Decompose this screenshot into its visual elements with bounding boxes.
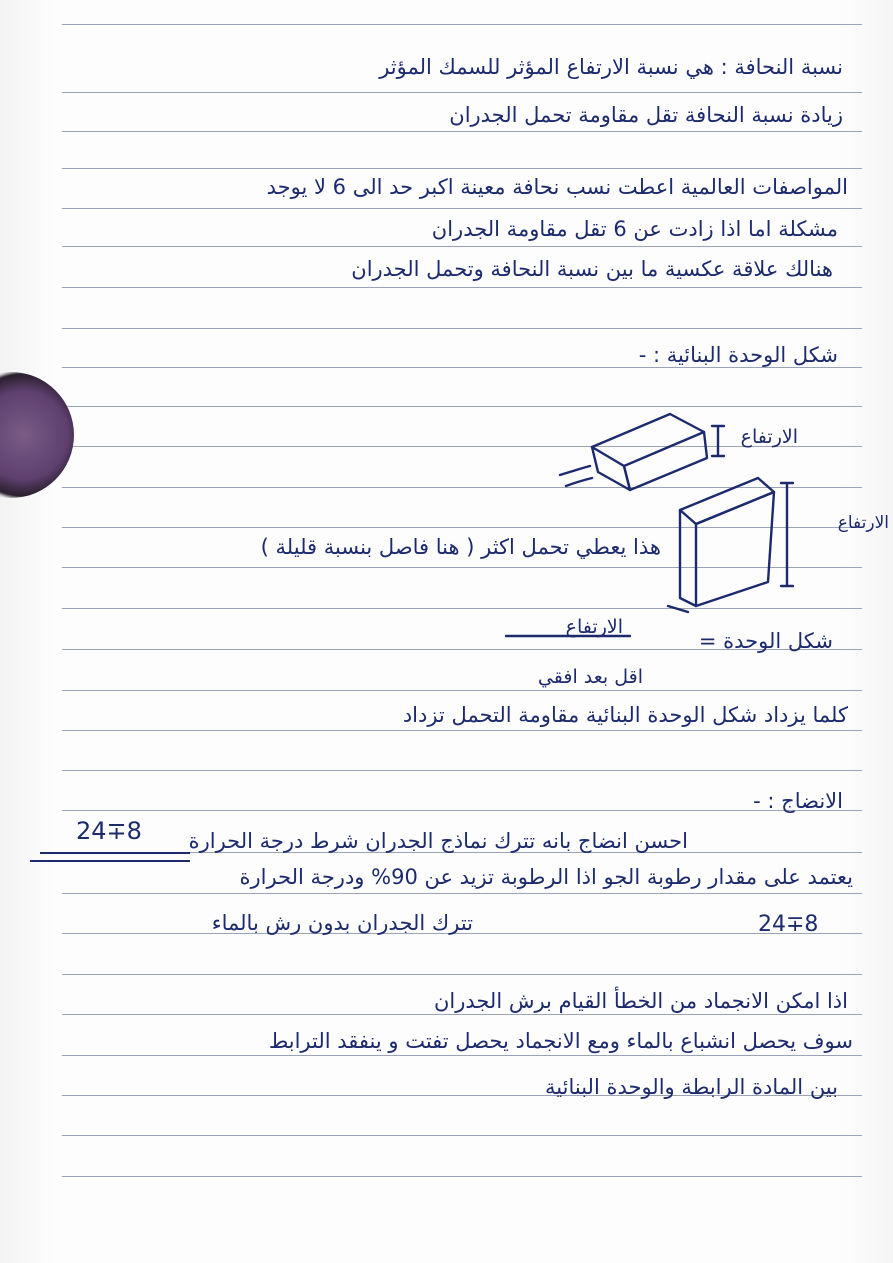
unit-shape-conclusion: كلما يزداد شكل الوحدة البنائية مقاومة التحمل تزداد xyxy=(402,703,848,727)
slenderness-effect: زيادة نسبة النحافة تقل مقاومة تحمل الجدران xyxy=(449,103,843,127)
temperature-range-underline xyxy=(40,852,190,854)
tall-height-marker xyxy=(781,483,793,586)
tall-brick-top xyxy=(680,478,774,524)
freezing-effect-line: سوف يحصل انشباع بالماء ومع الانجماد يحصل تفتت و ينفقد الترابط xyxy=(268,1029,853,1053)
humidity-line: يعتمد على مقدار رطوبة الجو اذا الرطوبة تزيد عن 90% ودرجة الحرارة xyxy=(239,865,853,889)
tall-brick-note: هذا يعطي تحمل اكثر ( هنا فاصل بنسبة قليلة ) xyxy=(260,535,661,559)
fraction-denominator: اقل بعد افقي xyxy=(537,666,643,688)
small-height-marker xyxy=(712,426,724,456)
tall-brick-side xyxy=(696,492,774,606)
small-brick-height-label: الارتفاع xyxy=(740,426,798,448)
tall-base-mark xyxy=(668,606,688,612)
freezing-warning-line: اذا امكن الانجماد من الخطأ القيام برش الجدران xyxy=(433,989,848,1013)
tall-brick-front xyxy=(680,510,696,606)
unit-shape-formula-lhs: شكل الوحدة = xyxy=(698,629,833,653)
tall-brick-height-label: الارتفاع xyxy=(837,513,889,533)
standards-line-2: مشكلة اما اذا زادت عن 6 تقل مقاومة الجدران xyxy=(431,217,838,241)
small-arrow-mark xyxy=(560,466,592,486)
standards-line: المواصفات العالمية اعطت نسب نحافة معينة اكبر حد الى 6 لا يوجد xyxy=(266,175,848,199)
temperature-range-line13: 24∓8 xyxy=(758,912,819,937)
freezing-effect-line-2: بين المادة الرابطة والوحدة البنائية xyxy=(545,1075,838,1099)
no-spray-line: تترك الجدران بدون رش بالماء xyxy=(211,911,473,935)
curing-best-line: احسن انضاج بانه تترك نماذج الجدران شرط درجة الحرارة xyxy=(188,829,688,853)
temperature-range-annotation: 24∓8 xyxy=(76,817,142,845)
small-brick-top xyxy=(592,414,704,466)
curing-heading: الانضاج : - xyxy=(753,789,843,813)
temperature-range-underline-2 xyxy=(30,860,190,862)
slenderness-definition: نسبة النحافة : هي نسبة الارتفاع المؤثر للسمك المؤثر xyxy=(379,55,843,79)
inverse-relation-line: هنالك علاقة عكسية ما بين نسبة النحافة وتحمل الجدران xyxy=(351,257,833,281)
unit-shape-heading: شكل الوحدة البنائية : - xyxy=(638,343,838,367)
fraction-numerator: الارتفاع xyxy=(565,616,623,638)
